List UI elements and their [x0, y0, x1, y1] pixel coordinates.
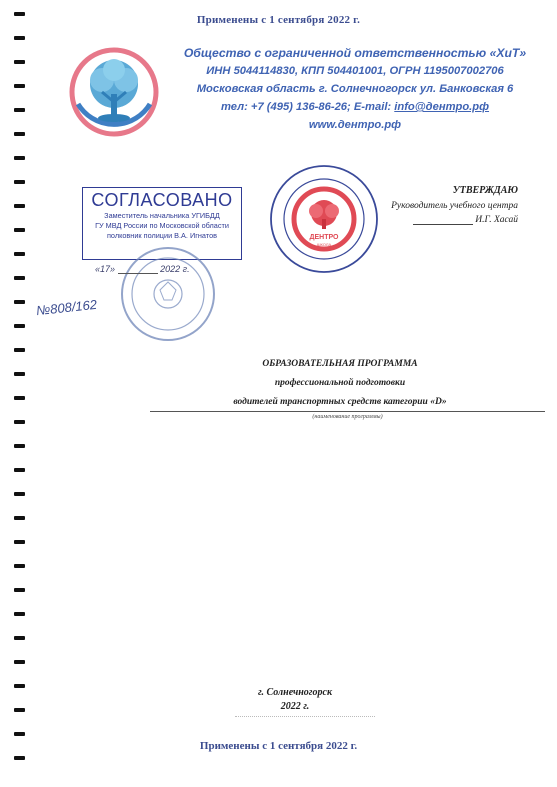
binding-hole — [14, 756, 25, 760]
date-century: 20 — [160, 264, 171, 274]
binding-hole — [14, 348, 25, 352]
program-title — [160, 355, 520, 412]
binding-holes — [0, 0, 30, 787]
agreed-position-3: полковник полиции В.А. Игнатов — [106, 231, 218, 240]
approve-name: И.Г. Хасай — [475, 215, 518, 225]
binding-hole — [14, 396, 25, 400]
city-year-block — [230, 686, 360, 714]
city-name: г. Солнечногорск — [257, 687, 333, 698]
program-line-1: ОБРАЗОВАТЕЛЬНАЯ ПРОГРАММА — [262, 359, 418, 369]
binding-hole — [14, 180, 25, 184]
org-contacts — [170, 98, 540, 116]
binding-hole — [14, 276, 25, 280]
doc-year: 2022 г. — [280, 701, 310, 712]
registration-number: №808/162 — [35, 296, 98, 319]
binding-hole — [14, 252, 25, 256]
approve-block — [358, 185, 518, 225]
date-suffix: г. — [182, 264, 190, 274]
binding-hole — [14, 612, 25, 616]
binding-hole — [14, 228, 25, 232]
binding-hole — [14, 564, 25, 568]
seal-brand: ДЕНТРО — [309, 234, 339, 241]
date-close-quote: » — [110, 264, 116, 274]
date-month-line — [118, 265, 158, 274]
org-site-link[interactable]: www.дентро.рф — [308, 119, 402, 131]
program-underline — [150, 411, 545, 412]
binding-hole — [14, 108, 25, 112]
date-day: 17 — [100, 264, 111, 274]
binding-hole — [14, 444, 25, 448]
binding-hole — [14, 588, 25, 592]
org-name: Общество с ограниченной ответственностью «ХиТ» — [183, 46, 527, 60]
binding-hole — [14, 84, 25, 88]
org-email-link[interactable]: info@дентро.рф — [394, 101, 490, 113]
binding-hole — [14, 732, 25, 736]
approve-signature — [358, 215, 518, 225]
org-phone: тел: +7 (495) 136-86-26; E-mail: — [220, 101, 395, 113]
binding-hole — [14, 468, 25, 472]
binding-hole — [14, 324, 25, 328]
binding-hole — [14, 636, 25, 640]
binding-hole — [14, 516, 25, 520]
approve-title: УТВЕРЖДАЮ — [452, 185, 518, 196]
seal-brand-sub: ШКОЛА — [316, 242, 332, 247]
program-note: (наименование программы) — [312, 414, 383, 420]
date-open-quote: « — [95, 264, 101, 274]
signature-line — [413, 216, 473, 225]
program-line-2: профессиональной подготовки — [274, 378, 406, 388]
agreed-date — [95, 264, 190, 274]
faint-divider — [235, 716, 375, 717]
police-round-stamp-icon — [118, 244, 218, 344]
binding-hole — [14, 372, 25, 376]
binding-hole — [14, 204, 25, 208]
binding-hole — [14, 132, 25, 136]
binding-hole — [14, 540, 25, 544]
approve-position: Руководитель учебного центра — [391, 201, 518, 211]
agreed-position-1: Заместитель начальника УГИБДД — [104, 211, 220, 220]
binding-hole — [14, 492, 25, 496]
org-ids: ИНН 5044114830, КПП 504401001, ОГРН 1195007002706 — [206, 65, 504, 77]
binding-hole — [14, 36, 25, 40]
program-line-3: водителей транспортных средств категории «D» — [233, 397, 447, 407]
binding-hole — [14, 60, 25, 64]
agreed-position-2: ГУ МВД России по Московской области — [95, 221, 229, 230]
binding-hole — [14, 300, 25, 304]
binding-hole — [14, 708, 25, 712]
tree-logo-icon — [64, 42, 164, 142]
organization-header — [170, 44, 540, 134]
binding-hole — [14, 684, 25, 688]
binding-hole — [14, 660, 25, 664]
bottom-applied-stamp: Применены с 1 сентября 2022 г. — [199, 740, 358, 752]
top-applied-stamp: Применены с 1 сентября 2022 г. — [196, 14, 361, 26]
org-address: Московская область г. Солнечногорск ул. Банковская 6 — [196, 83, 514, 95]
binding-hole — [14, 156, 25, 160]
agreed-title: СОГЛАСОВАНО — [91, 190, 233, 210]
binding-hole — [14, 420, 25, 424]
date-year: 22 — [170, 264, 181, 274]
